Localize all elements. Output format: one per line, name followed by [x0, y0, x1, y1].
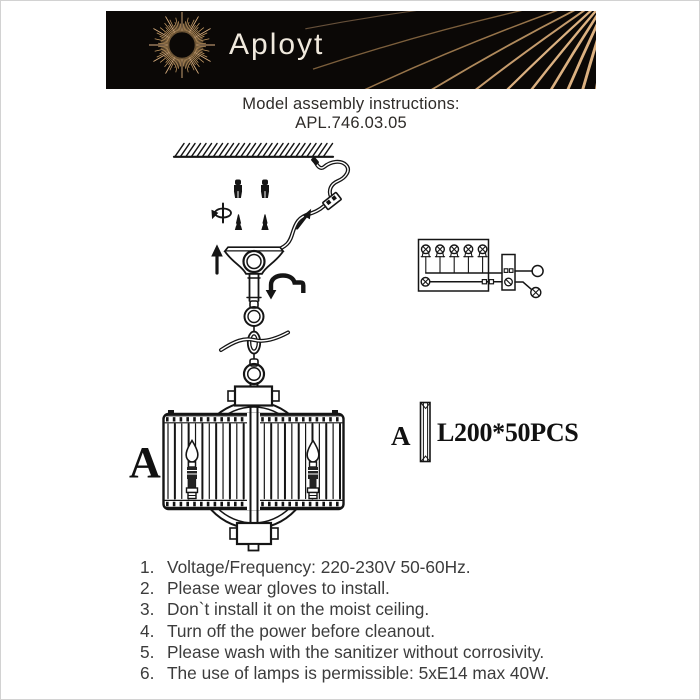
lamp-circle-icon — [478, 245, 487, 273]
suspension-chain — [221, 301, 288, 384]
lamp-circle-icon — [464, 245, 473, 273]
candle-bulb-icon — [186, 441, 198, 499]
list-item: 4. Turn off the power before cleanout. — [140, 620, 436, 641]
candle-bulb-icon — [307, 441, 319, 499]
neutral-circle-icon — [532, 266, 543, 277]
lamp-symbols — [421, 245, 487, 273]
wire-connector-icon — [323, 192, 342, 210]
power-wires-icon — [279, 157, 348, 249]
list-item: 5. Please wash with the sanitizer without corrosivity. — [140, 641, 545, 662]
list-item: 6. The use of lamps is permissible: 5xE14 max 40W. — [140, 663, 550, 684]
lamp-circle-icon — [531, 288, 541, 298]
crystal-rod-icon — [421, 403, 431, 462]
screw-rotation-icon — [212, 204, 231, 223]
screw-icon — [236, 215, 269, 230]
page-title: Model assembly instructions: — [242, 95, 460, 113]
lamp-symbols — [421, 278, 541, 298]
finial — [249, 544, 259, 551]
crystal-spec-label: L200*50PCS — [437, 418, 579, 447]
legend-label-a: A — [391, 421, 411, 451]
allen-key-icon — [267, 276, 304, 299]
bottom-hub — [230, 523, 278, 551]
ceiling-hatch-icon — [174, 144, 333, 157]
list-item: 1. Voltage/Frequency: 220-230V 50-60Hz. — [140, 557, 471, 577]
wall-anchor-icon — [235, 180, 269, 198]
lamp-circle-icon — [450, 245, 459, 273]
wiring-diagram — [419, 240, 544, 298]
top-hub — [228, 387, 279, 406]
brand-wordmark: Aployt — [229, 28, 325, 61]
list-item: 2. Please wear gloves to install. — [140, 578, 390, 599]
list-item: 3. Don`t install it on the moist ceiling. — [140, 599, 430, 620]
mounting-arrow-icon — [212, 246, 222, 274]
lamp-circle-icon — [421, 245, 430, 273]
lamp-circle-icon — [421, 278, 430, 287]
lamp-circle-icon — [435, 245, 444, 273]
instruction-list — [140, 557, 680, 684]
shade-label-a: A — [129, 438, 161, 487]
model-code: APL.746.03.05 — [295, 114, 407, 132]
